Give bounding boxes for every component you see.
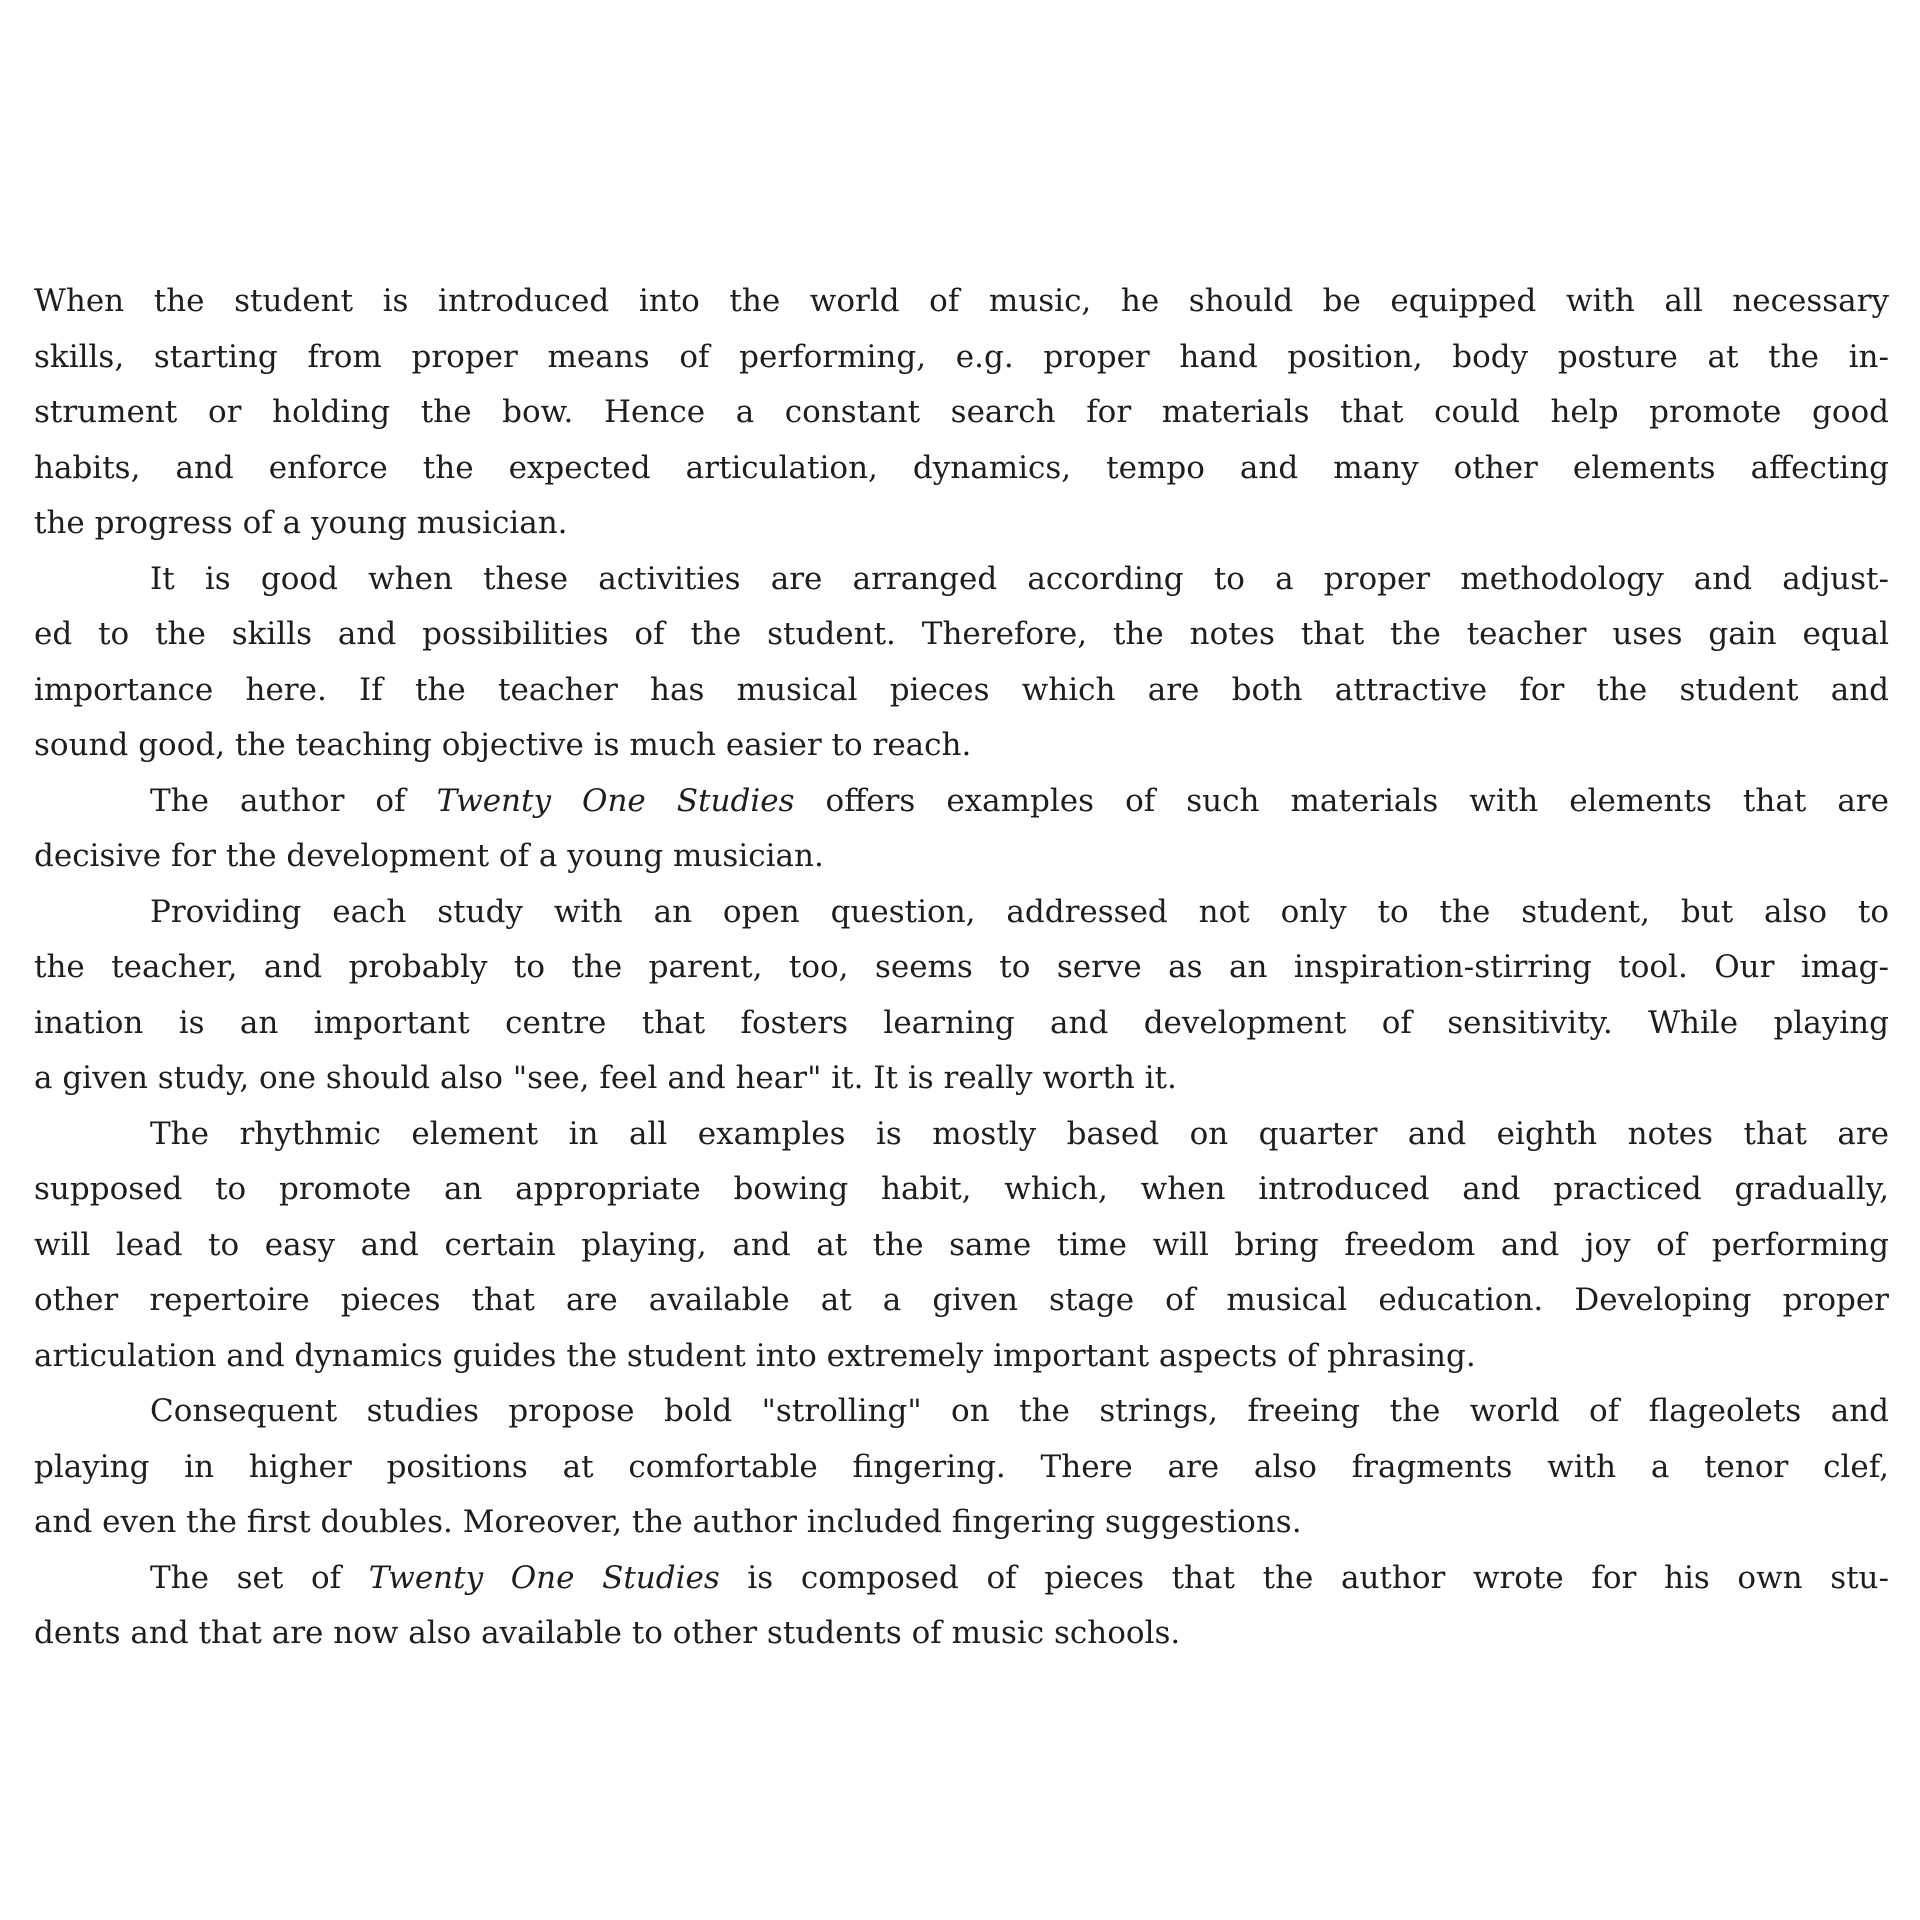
text-segment: other repertoire pieces that are available at a given stage of musical education. Developing proper [34, 1282, 1889, 1318]
text-segment: a given study, one should also "see, feel and hear" it. It is really worth it. [34, 1060, 1177, 1096]
text-segment: playing in higher positions at comfortable fingering. There are also fragments with a tenor clef, [34, 1448, 1889, 1485]
text-line [34, 1384, 1889, 1440]
text-segment: and even the first doubles. Moreover, the author included fingering suggestions. [34, 1504, 1302, 1540]
text-line [34, 1273, 1889, 1329]
text-line [34, 829, 1889, 885]
text-line [34, 496, 1889, 552]
paragraph [34, 1551, 1889, 1662]
text-line [34, 1606, 1889, 1662]
text-line [34, 663, 1889, 719]
text-line [34, 1495, 1889, 1551]
text-segment: The set of [150, 1559, 369, 1596]
text-line [34, 1162, 1889, 1218]
text-line [34, 940, 1889, 996]
text-segment: strument or holding the bow. Hence a constant search for materials that could help promote good [34, 394, 1889, 430]
text-segment: Consequent studies propose bold "strolling" on the strings, freeing the world of flageolets and [150, 1393, 1889, 1429]
text-segment: offers examples of such materials with elements that are [794, 782, 1889, 819]
text-segment: decisive for the development of a young musician. [34, 838, 824, 874]
italic-title: Twenty One Studies [436, 782, 795, 819]
text-line [34, 607, 1889, 663]
text-segment: When the student is introduced into the world of music, he should be equipped with all necessary [34, 283, 1889, 319]
text-line [34, 385, 1889, 441]
text-line [34, 718, 1889, 774]
text-line [34, 274, 1889, 330]
text-segment: Providing each study with an open question, addressed not only to the student, but also to [150, 893, 1889, 930]
text-segment: habits, and enforce the expected articulation, dynamics, tempo and many other elements affecting [34, 449, 1889, 486]
text-line [34, 996, 1889, 1052]
paragraph [34, 1107, 1889, 1385]
text-line [34, 552, 1889, 608]
text-segment: the teacher, and probably to the parent, too, seems to serve as an inspiration-stirring tool. Our imag- [34, 949, 1889, 985]
text-segment: skills, starting from proper means of performing, e.g. proper hand position, body posture at the in- [34, 338, 1889, 375]
body-text [34, 274, 1889, 1662]
text-line [34, 885, 1889, 941]
text-line [34, 441, 1889, 497]
text-line [34, 1329, 1889, 1385]
text-segment: The rhythmic element in all examples is mostly based on quarter and eighth notes that are [150, 1115, 1889, 1152]
text-segment: sound good, the teaching objective is much easier to reach. [34, 727, 972, 763]
text-segment: is composed of pieces that the author wrote for his own stu- [719, 1559, 1889, 1596]
text-segment: ination is an important centre that fosters learning and development of sensitivity. While playing [34, 1004, 1889, 1041]
text-line [34, 1107, 1889, 1163]
text-segment: importance here. If the teacher has musical pieces which are both attractive for the student and [34, 671, 1889, 708]
text-segment: supposed to promote an appropriate bowing habit, which, when introduced and practiced gradually, [34, 1171, 1889, 1207]
paragraph [34, 552, 1889, 774]
paragraph [34, 1384, 1889, 1551]
text-line [34, 774, 1889, 830]
text-segment: ed to the skills and possibilities of the student. Therefore, the notes that the teacher uses gain equal [34, 616, 1889, 652]
text-segment: dents and that are now also available to other students of music schools. [34, 1615, 1181, 1651]
paragraph [34, 885, 1889, 1107]
text-line [34, 330, 1889, 386]
text-segment: will lead to easy and certain playing, and at the same time will bring freedom and joy of performing [34, 1226, 1889, 1263]
text-line [34, 1218, 1889, 1274]
paragraph [34, 774, 1889, 885]
text-segment: articulation and dynamics guides the student into extremely important aspects of phrasing. [34, 1337, 1476, 1374]
text-segment: the progress of a young musician. [34, 505, 568, 541]
italic-title: Twenty One Studies [368, 1559, 720, 1596]
text-line [34, 1051, 1889, 1107]
text-segment: It is good when these activities are arranged according to a proper methodology and adjust- [150, 560, 1889, 597]
paragraph [34, 274, 1889, 552]
text-line [34, 1551, 1889, 1607]
text-segment: The author of [150, 782, 437, 819]
text-line [34, 1440, 1889, 1496]
